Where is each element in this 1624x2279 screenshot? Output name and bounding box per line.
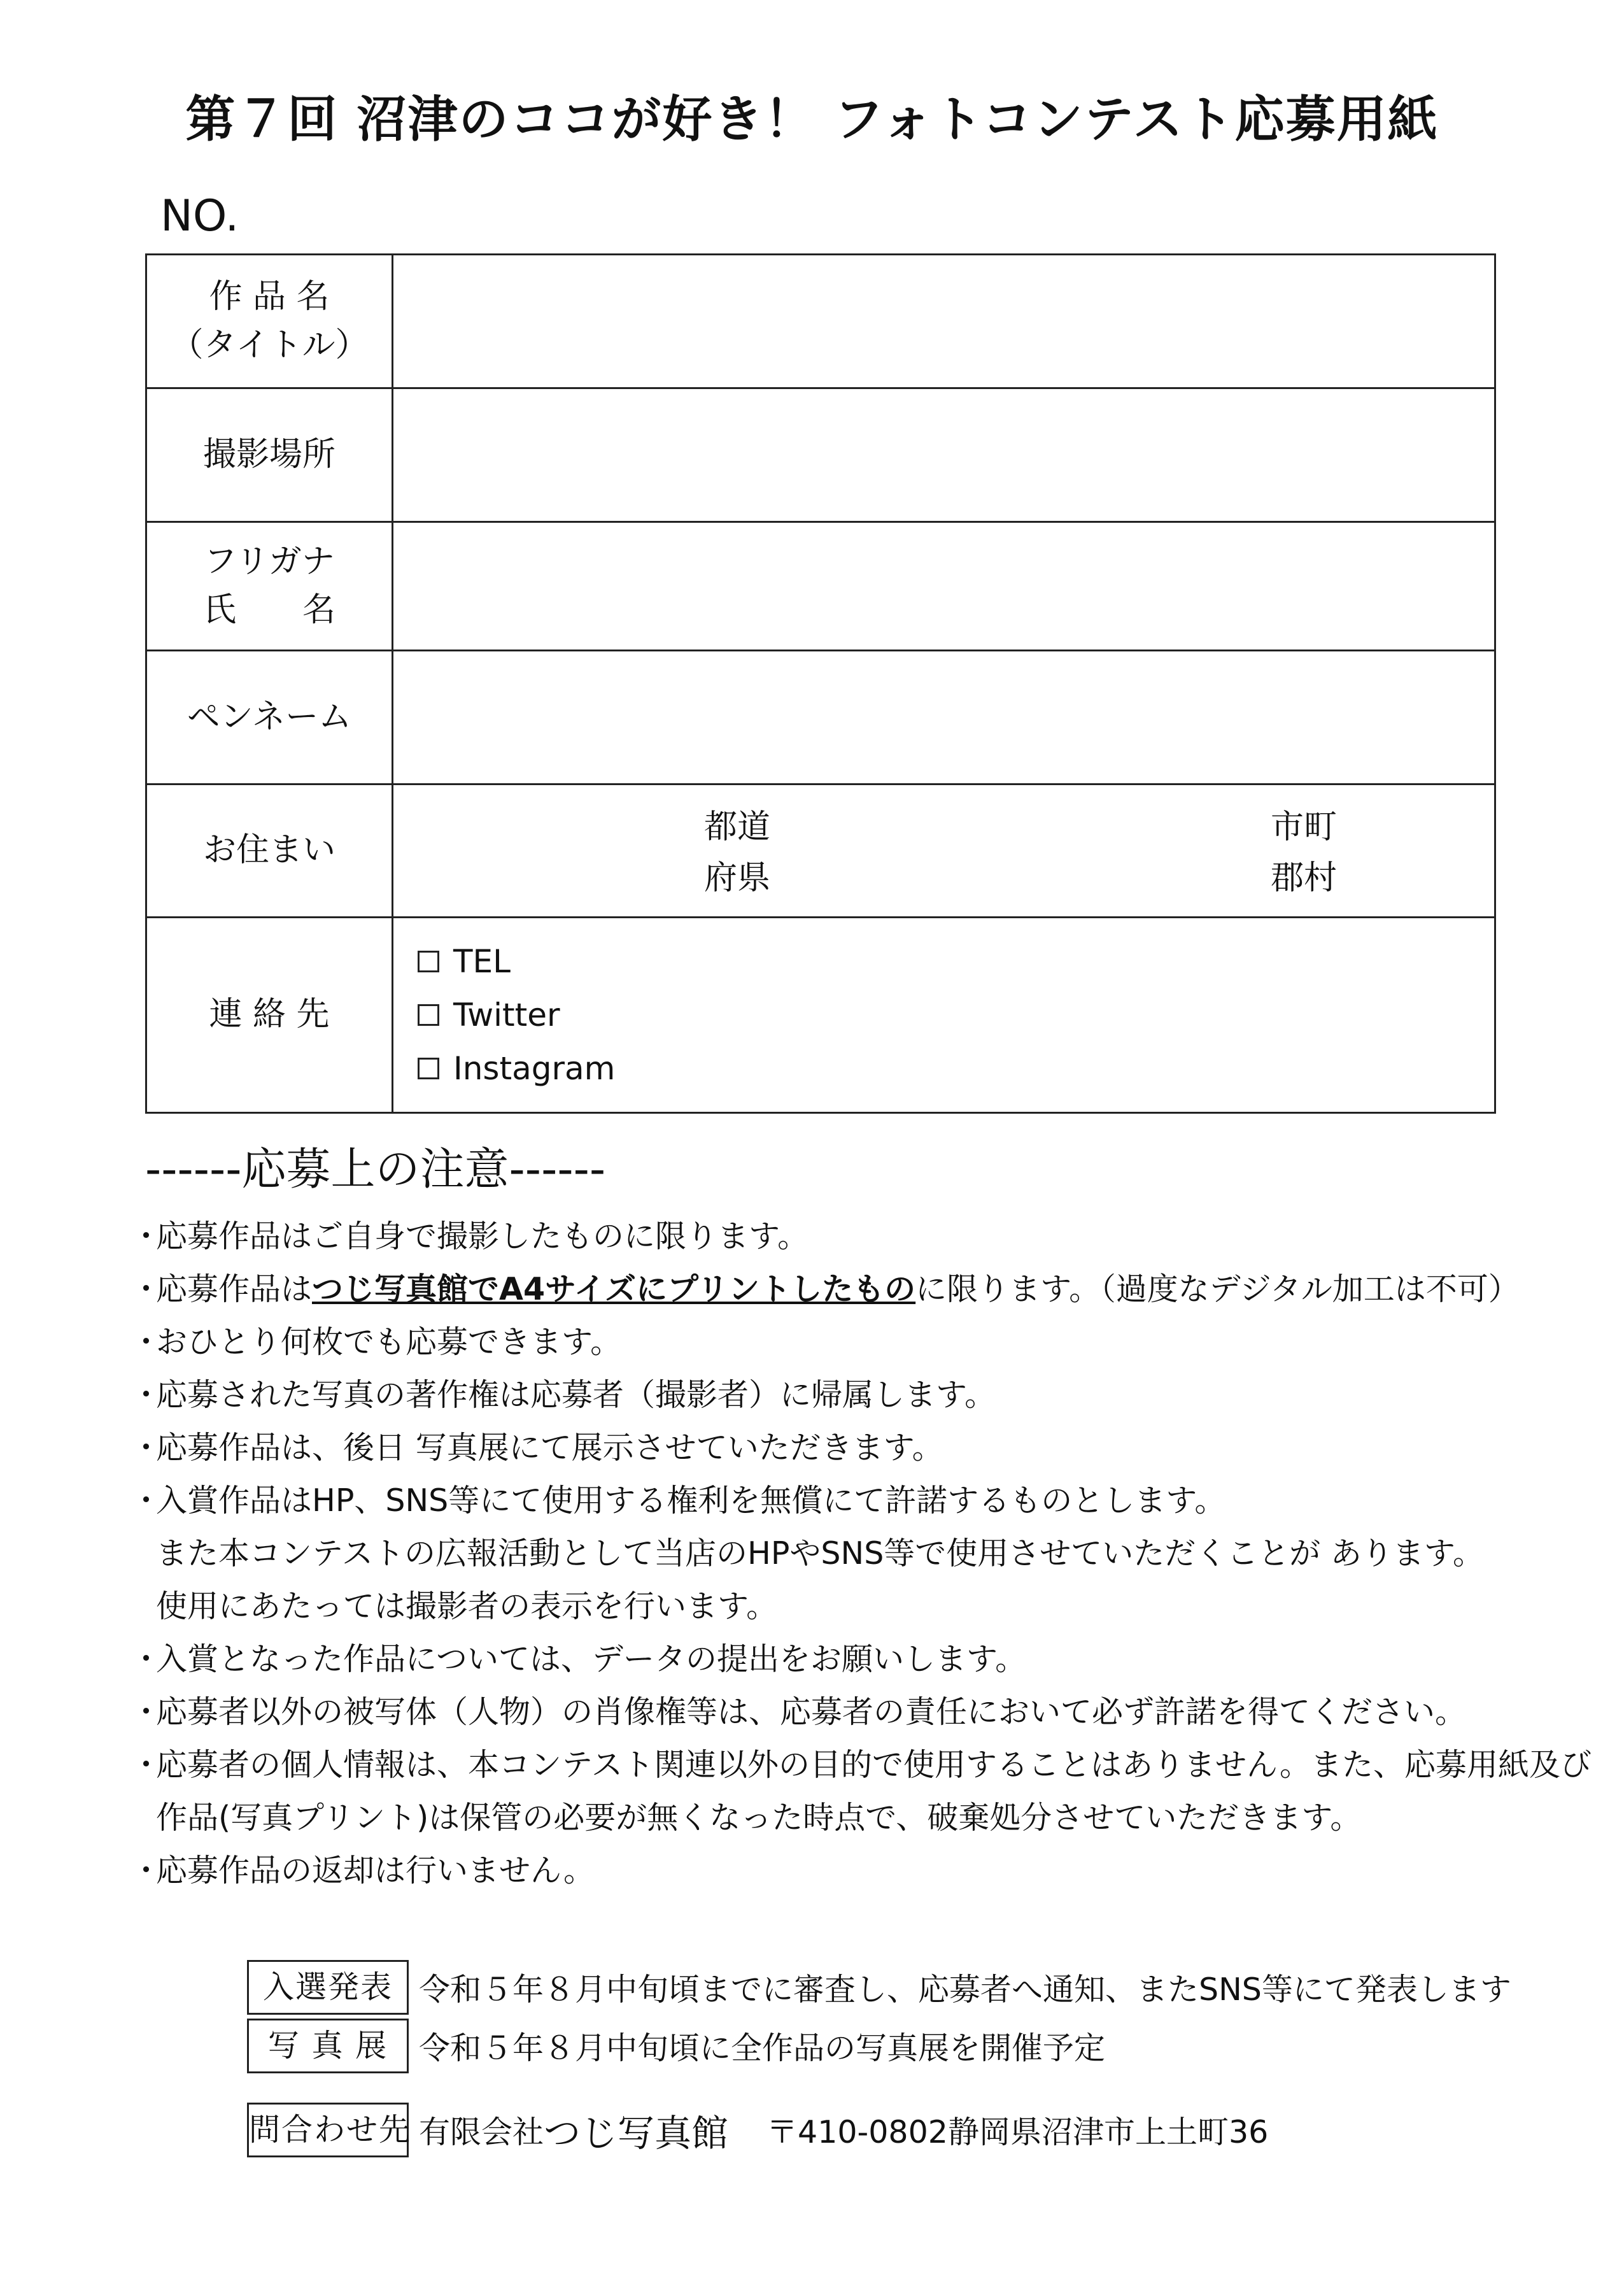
furigana-label: フリガナ <box>204 543 335 581</box>
name-label <box>146 522 393 651</box>
bullet: ・ <box>131 1747 162 1783</box>
contact-option-instagram[interactable] <box>418 1042 1494 1095</box>
note-text: 応募作品は <box>156 1271 313 1307</box>
note-text: 入賞となった作品については、データの提出をお願いします。 <box>156 1641 1027 1677</box>
contact-option-label: Twitter <box>453 997 560 1033</box>
note-item <box>131 1633 1557 1686</box>
company-prefix: 有限会社 <box>419 2114 544 2150</box>
note-text: に限ります。（過度なデジタル加工は不可） <box>915 1271 1520 1307</box>
form-row-title <box>146 255 1495 388</box>
checkbox-icon[interactable] <box>418 1058 439 1079</box>
bullet: ・ <box>131 1694 162 1730</box>
bullet: ・ <box>131 1430 162 1466</box>
contact-option-tel[interactable] <box>418 935 1494 988</box>
note-text: 応募作品の返却は行いません。 <box>156 1852 595 1889</box>
note-text: 応募された写真の著作権は応募者（撮影者）に帰属します。 <box>156 1377 996 1413</box>
bullet: ・ <box>131 1377 162 1413</box>
form-row-name <box>146 522 1495 651</box>
note-text: 応募作品は、後日 写真展にて展示させていただきます。 <box>156 1430 943 1466</box>
bullet: ・ <box>131 1641 162 1677</box>
page-title: 第７回 沼津のココが好き！ フォトコンテスト応募用紙 <box>185 91 1439 148</box>
location-field[interactable] <box>393 388 1495 522</box>
address-label: お住まい <box>146 785 393 918</box>
form-row-penname <box>146 651 1495 785</box>
note-item <box>131 1421 1557 1474</box>
penname-label: ペンネーム <box>146 651 393 785</box>
note-item <box>131 1738 1592 1791</box>
note-continuation: また本コンテストの広報活動として当店のHPやSNS等で使用させていただくことが あります。 <box>156 1535 1484 1572</box>
note-emphasis: つじ写真館でA4サイズにプリントしたもの <box>312 1271 916 1307</box>
exhibition-tag: 写 真 展 <box>247 2019 409 2073</box>
note-continuation: 使用にあたっては撮影者の表示を行います。 <box>156 1588 778 1624</box>
note-text: 応募者以外の被写体（人物）の肖像権等は、応募者の責任において必ず許諾を得てください。 <box>156 1694 1467 1730</box>
note-item <box>131 1316 1557 1368</box>
title-label <box>146 255 393 388</box>
title-label-main: 作 品 名 <box>209 278 330 316</box>
city-suffix-line2: 郡村 <box>1271 859 1338 897</box>
note-text: 応募作品はご自身で撮影したものに限ります。 <box>156 1218 809 1254</box>
exhibition-row <box>247 2019 1105 2073</box>
form-row-address <box>146 785 1495 918</box>
notes-list <box>131 1210 1592 1897</box>
location-label: 撮影場所 <box>146 388 393 522</box>
announcement-tag: 入選発表 <box>247 1960 409 2015</box>
note-item <box>131 1844 1557 1897</box>
title-field[interactable] <box>393 255 1495 388</box>
contact-option-label: Instagram <box>453 1050 616 1087</box>
note-text: 応募者の個人情報は、本コンテスト関連以外の目的で使用することはありません。また、応募用紙及び <box>156 1747 1592 1783</box>
entry-form-table <box>145 253 1496 1114</box>
prefecture-suffix-line1: 都道 <box>704 808 771 846</box>
city-suffix-line1: 市町 <box>1271 808 1338 846</box>
contact-option-twitter[interactable] <box>418 988 1494 1042</box>
contact-label: 連 絡 先 <box>146 918 393 1113</box>
note-item <box>131 1686 1557 1738</box>
form-row-location <box>146 388 1495 522</box>
form-row-contact <box>146 918 1495 1113</box>
announcement-row <box>247 1960 1511 2015</box>
contact-options <box>393 918 1494 1112</box>
exhibition-text: 令和５年８月中旬頃に全作品の写真展を開催予定 <box>419 2030 1106 2066</box>
title-label-sub: （タイトル） <box>170 325 369 364</box>
note-item <box>131 1263 1557 1316</box>
bullet: ・ <box>131 1852 162 1889</box>
inquiry-tag: 問合わせ先 <box>247 2103 409 2157</box>
city-suffix <box>1271 802 1337 904</box>
bullet: ・ <box>131 1482 162 1519</box>
address-field[interactable] <box>393 785 1495 918</box>
bullet: ・ <box>131 1271 162 1307</box>
notes-heading: ------応募上の注意------ <box>145 1143 606 1195</box>
bullet: ・ <box>131 1218 162 1254</box>
entry-number-label: NO. <box>160 191 239 241</box>
note-item <box>131 1368 1557 1421</box>
note-text: 入賞作品はHP、SNS等にて使用する権利を無償にて許諾するものとします。 <box>156 1482 1226 1519</box>
announcement-text: 令和５年８月中旬頃までに審査し、応募者へ通知、またSNS等にて発表します <box>419 1971 1511 2008</box>
inquiry-row <box>247 2103 1268 2157</box>
contact-option-label: TEL <box>453 943 511 980</box>
note-item <box>131 1210 1557 1263</box>
prefecture-suffix <box>704 802 770 904</box>
prefecture-suffix-line2: 府県 <box>704 859 771 897</box>
checkbox-icon[interactable] <box>418 951 439 972</box>
note-text: おひとり何枚でも応募できます。 <box>156 1324 622 1360</box>
bullet: ・ <box>131 1324 162 1360</box>
name-label-text: 氏 名 <box>202 590 335 629</box>
penname-field[interactable] <box>393 651 1495 785</box>
company-address: 〒410-0802静岡県沼津市上土町36 <box>766 2114 1269 2150</box>
note-continuation: 作品(写真プリント)は保管の必要が無くなった時点で、破棄処分させていただきます。 <box>156 1800 1362 1836</box>
contact-field <box>393 918 1495 1113</box>
checkbox-icon[interactable] <box>418 1004 439 1026</box>
name-field[interactable] <box>393 522 1495 651</box>
note-item <box>131 1474 1557 1527</box>
company-name: つじ写真館 <box>544 2112 729 2155</box>
